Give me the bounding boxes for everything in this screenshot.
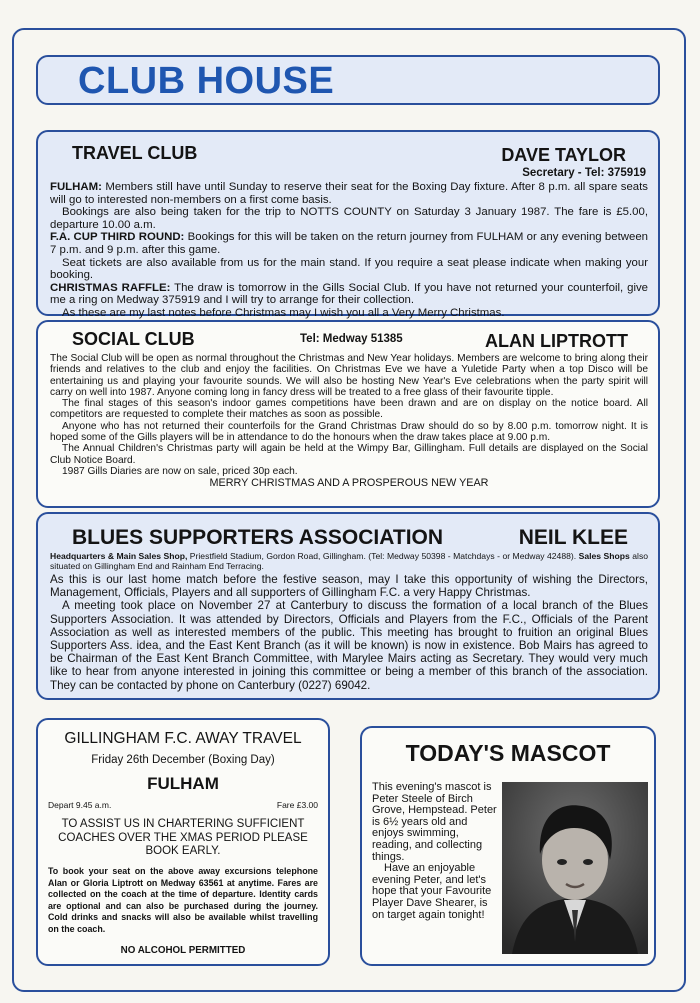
notts-text: Bookings are also being taken for the trip to NOTTS COUNTY on Saturday 3 January 1987. The fare is £5.00, departure 10.00 a.m. (50, 206, 648, 231)
mascot-p1: This evening's mascot is Peter Steele of Birch Grove, Hempstead. Peter is 6½ years old and enjoys swimming, reading, and collecting things. (372, 781, 497, 863)
away-booking-info: To book your seat on the above away excursions telephone Alan or Gloria Liptrott on Medway 63561 at anytime. Fares are collected on the coach at the time of departure. Identity cards are optional and can also be purchased during the journey. Cold drinks and snacks will also be available whilst travelling on the coach. (48, 866, 318, 934)
page-title: CLUB HOUSE (78, 60, 335, 102)
blues-author: NEIL KLEE (518, 526, 628, 549)
away-depart: Depart 9.45 a.m. (48, 800, 112, 810)
away-fare: Fare £3.00 (276, 800, 318, 810)
social-p4: The Annual Children's Christmas party will again be held at the Wimpy Bar, Gillingham. Full details are displayed on the Social Club Notice Board. (50, 443, 648, 466)
away-assist: TO ASSIST US IN CHARTERING SUFFICIENT COACHES OVER THE XMAS PERIOD PLEASE BOOK EARLY. (58, 818, 308, 857)
away-date: Friday 26th December (Boxing Day) (91, 754, 275, 766)
raffle-text: The draw is tomorrow in the Gills Social Club. If you have not returned your counterfoil, give me a ring on Medway 375919 and I will try to arrange for their collection. (50, 281, 649, 307)
social-club-author: ALAN LIPTROTT (485, 331, 628, 351)
travel-club-body (50, 181, 648, 320)
mascot-photo-image (502, 782, 648, 954)
seat-tickets-text: Seat tickets are also available from us for the main stand. If you require a seat please indicate when making your booking. (50, 256, 648, 282)
away-opponent: FULHAM (147, 774, 219, 793)
social-club-body (50, 353, 648, 490)
mascot-p2: Have an enjoyable evening Peter, and let's hope that your Favourite Player Dave Shearer, is on target again tonight! (372, 862, 492, 921)
social-p3: Anyone who has not returned their counterfoils for the Grand Christmas Draw should do so by 8.00 p.m. tomorrow night. It is hoped some of the Gills players will be in attendance to do the honours when the draw takes place at 9.00 p.m. (50, 420, 648, 444)
away-travel-heading: GILLINGHAM F.C. AWAY TRAVEL (64, 730, 302, 747)
raffle-lead: CHRISTMAS RAFFLE: (50, 281, 171, 294)
mascot-heading: TODAY'S MASCOT (405, 740, 611, 766)
social-greeting: MERRY CHRISTMAS AND A PROSPEROUS NEW YEAR (209, 477, 489, 490)
fulham-text: Members still have until Sunday to reserve their seat for the Boxing Day fixture. After 8 p.m. all spare seats will go to interested non-members on a first come basis. (50, 181, 648, 206)
travel-club-secretary: Secretary - Tel: 375919 (522, 167, 646, 179)
facup-text: Bookings for this will be taken on the return journey from FULHAM or any evening between 7 p.m. and 9 p.m. after this game. (50, 231, 648, 256)
hq-lead: Headquarters & Main Sales Shop, (50, 551, 188, 561)
sales-shops-lead: Sales Shops (578, 551, 630, 561)
hq-text: Priestfield Stadium, Gordon Road, Gillingham. (Tel: Medway 50398 - Matchdays - or Medway 42488). (187, 551, 579, 561)
fulham-lead: FULHAM: (50, 181, 102, 193)
mascot-photo (502, 782, 648, 954)
blues-p1: As this is our last home match before the festive season, may I take this opportunity of wishing the Directors, Management, Officials, Players and all supporters of Gillingham F.C. a very Happy Christmas. (50, 573, 648, 600)
social-p2: The final stages of this season's indoor games competitions have been drawn and are on display on the notice board. All competitors are requested to complete their matches as soon as possible. (50, 398, 648, 421)
christmas-wishes-text: As these are my last notes before Christmas may I wish you all a Very Merry Christmas. (62, 306, 505, 319)
blues-body (50, 573, 648, 692)
away-travel-box (36, 718, 330, 966)
travel-club-author: DAVE TAYLOR (501, 145, 626, 165)
title-banner (36, 55, 660, 105)
travel-club-section (36, 130, 660, 319)
blues-supporters-section (36, 512, 660, 700)
blues-heading: BLUES SUPPORTERS ASSOCIATION (72, 526, 444, 549)
social-club-section (36, 320, 660, 508)
blues-hq-info (50, 551, 648, 571)
mascot-text (372, 782, 500, 921)
social-club-heading: SOCIAL CLUB (72, 329, 195, 349)
sales-shops-text: also situated on Gillingham End and Rainham End Terracing. (50, 551, 649, 571)
social-p1: The Social Club will be open as normal throughout the Christmas and New Year holidays. Members are welcome to bring along their friends and relatives to the club and enjoy the facilities. On Christmas Eve we have a Yuletide Party when a top Disco will be entertaining us and playing your favourite sounds. We will also be hosting New Year's Eve celebrations when the party spirit will carry on well into 1987. Anyone coming long in fancy dress will be treated to a free glass of their favourite tipple. (50, 353, 648, 398)
mascot-box (360, 726, 656, 966)
no-alcohol-notice: NO ALCOHOL PERMITTED (120, 945, 246, 956)
blues-p2: A meeting took place on November 27 at Canterbury to discuss the formation of a local branch of the Blues Supporters Association. It was attended by Directors, Officials and Players from the F.C., Officials of the Parent Association as well as interested members of the public. This meeting has brought to fruition an original Blues Supporters Ass. idea, and the East Kent Branch (as it will be known) is now in existence. Bob Mairs has agreed to be Chairman of the East Kent Branch Committee, with Marylee Mairs acting as Secretary. They would very much like to hear from anyone interested in joining this committee or being a member of this branch of the association. They can be contacted by phone on Canterbury (0227) 69042. (50, 599, 648, 692)
social-club-tel: Tel: Medway 51385 (300, 333, 403, 345)
travel-club-heading: TRAVEL CLUB (72, 143, 198, 163)
facup-lead: F.A. CUP THIRD ROUND: (50, 231, 185, 244)
social-p5: 1987 Gills Diaries are now on sale, priced 30p each. (62, 465, 298, 477)
